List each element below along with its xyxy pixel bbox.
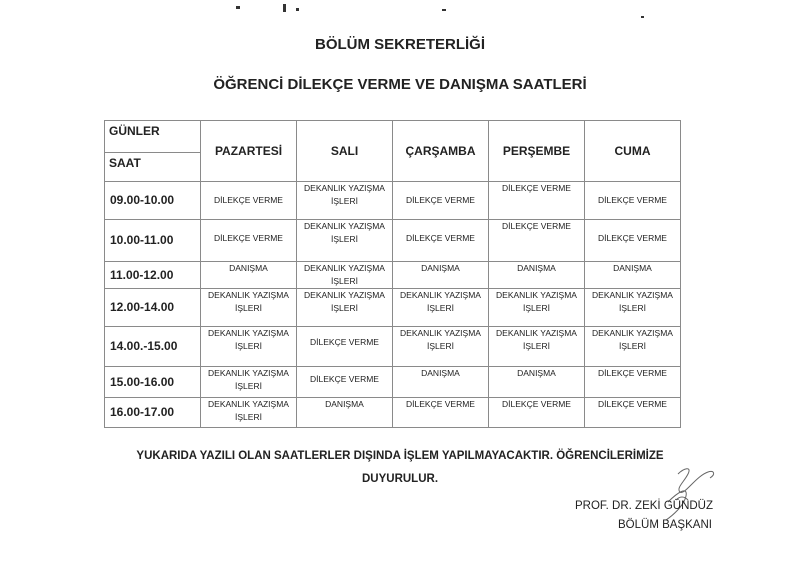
schedule-cell: DANIŞMA <box>297 398 393 428</box>
schedule-cell: DİLEKÇE VERME <box>489 182 585 220</box>
table-row <box>105 220 681 262</box>
day-header-thursday: PERŞEMBE <box>489 121 585 182</box>
time-slot: 09.00-10.00 <box>105 182 201 220</box>
schedule-cell: DANIŞMA <box>489 262 585 289</box>
schedule-cell: DİLEKÇE VERME <box>393 220 489 262</box>
schedule-cell: DEKANLIK YAZIŞMA İŞLERİ <box>297 182 393 220</box>
schedule-cell: DİLEKÇE VERME <box>393 398 489 428</box>
schedule-cell: DEKANLIK YAZIŞMA İŞLERİ <box>201 327 297 367</box>
department-title: BÖLÜM SEKRETERLİĞİ <box>314 36 485 53</box>
scan-speck <box>283 4 286 12</box>
schedule-cell: DİLEKÇE VERME <box>489 220 585 262</box>
day-header-friday: CUMA <box>585 121 681 182</box>
schedule-cell: DİLEKÇE VERME <box>201 182 297 220</box>
time-slot: 12.00-14.00 <box>105 289 201 327</box>
scan-speck <box>236 6 240 9</box>
schedule-cell: DİLEKÇE VERME <box>585 220 681 262</box>
schedule-cell: DEKANLIK YAZIŞMA İŞLERİ <box>393 327 489 367</box>
table-row <box>105 327 681 367</box>
table-row <box>105 182 681 220</box>
table-row <box>105 262 681 289</box>
day-header-wednesday: ÇARŞAMBA <box>393 121 489 182</box>
schedule-cell: DEKANLIK YAZIŞMA İŞLERİ <box>297 262 393 289</box>
schedule-cell: DANIŞMA <box>585 262 681 289</box>
day-header-monday: PAZARTESİ <box>201 121 297 182</box>
schedule-cell: DEKANLIK YAZIŞMA İŞLERİ <box>585 327 681 367</box>
schedule-cell: DANIŞMA <box>393 367 489 398</box>
time-slot: 16.00-17.00 <box>105 398 201 428</box>
header-corner <box>105 121 201 182</box>
schedule-cell: DEKANLIK YAZIŞMA İŞLERİ <box>393 289 489 327</box>
schedule-cell: DEKANLIK YAZIŞMA İŞLERİ <box>297 289 393 327</box>
day-header-tuesday: SALI <box>297 121 393 182</box>
schedule-cell: DEKANLIK YAZIŞMA İŞLERİ <box>201 289 297 327</box>
time-slot: 11.00-12.00 <box>105 262 201 289</box>
signatory-title: BÖLÜM BAŞKANI <box>618 519 712 531</box>
notice-text: YUKARIDA YAZILI OLAN SAATLERLER DIŞINDA İŞLEM YAPILMAYACAKTIR. ÖĞRENCİLERİMİZE DUYURULUR. <box>136 450 664 485</box>
schedule-cell: DİLEKÇE VERME <box>585 398 681 428</box>
signature-scribble <box>618 462 728 522</box>
table-row <box>105 398 681 428</box>
schedule-cell: DİLEKÇE VERME <box>297 327 393 367</box>
schedule-cell: DİLEKÇE VERME <box>393 182 489 220</box>
schedule-cell: DANIŞMA <box>393 262 489 289</box>
schedule-table <box>104 120 681 428</box>
table-header-row <box>105 121 681 182</box>
schedule-cell: DEKANLIK YAZIŞMA İŞLERİ <box>297 220 393 262</box>
schedule-cell: DİLEKÇE VERME <box>201 220 297 262</box>
corner-days-label: GÜNLER <box>105 121 200 153</box>
schedule-cell: DEKANLIK YAZIŞMA İŞLERİ <box>489 327 585 367</box>
schedule-cell: DEKANLIK YAZIŞMA İŞLERİ <box>585 289 681 327</box>
schedule-cell: DİLEKÇE VERME <box>489 398 585 428</box>
schedule-cell: DİLEKÇE VERME <box>585 367 681 398</box>
corner-time-label: SAAT <box>109 156 141 170</box>
table-row <box>105 367 681 398</box>
scan-speck <box>296 8 299 11</box>
schedule-cell: DEKANLIK YAZIŞMA İŞLERİ <box>201 367 297 398</box>
scan-speck <box>442 9 446 11</box>
time-slot: 10.00-11.00 <box>105 220 201 262</box>
schedule-cell: DEKANLIK YAZIŞMA İŞLERİ <box>201 398 297 428</box>
page-title: ÖĞRENCİ DİLEKÇE VERME VE DANIŞMA SAATLERİ <box>213 76 587 93</box>
schedule-cell: DEKANLIK YAZIŞMA İŞLERİ <box>489 289 585 327</box>
schedule-cell: DİLEKÇE VERME <box>297 367 393 398</box>
signatory-name: PROF. DR. ZEKİ GÜNDÜZ <box>575 500 714 512</box>
time-slot: 14.00.-15.00 <box>105 327 201 367</box>
time-slot: 15.00-16.00 <box>105 367 201 398</box>
schedule-cell: DANIŞMA <box>489 367 585 398</box>
schedule-cell: DİLEKÇE VERME <box>585 182 681 220</box>
schedule-cell: DANIŞMA <box>201 262 297 289</box>
table-row <box>105 289 681 327</box>
scan-speck <box>641 16 644 18</box>
